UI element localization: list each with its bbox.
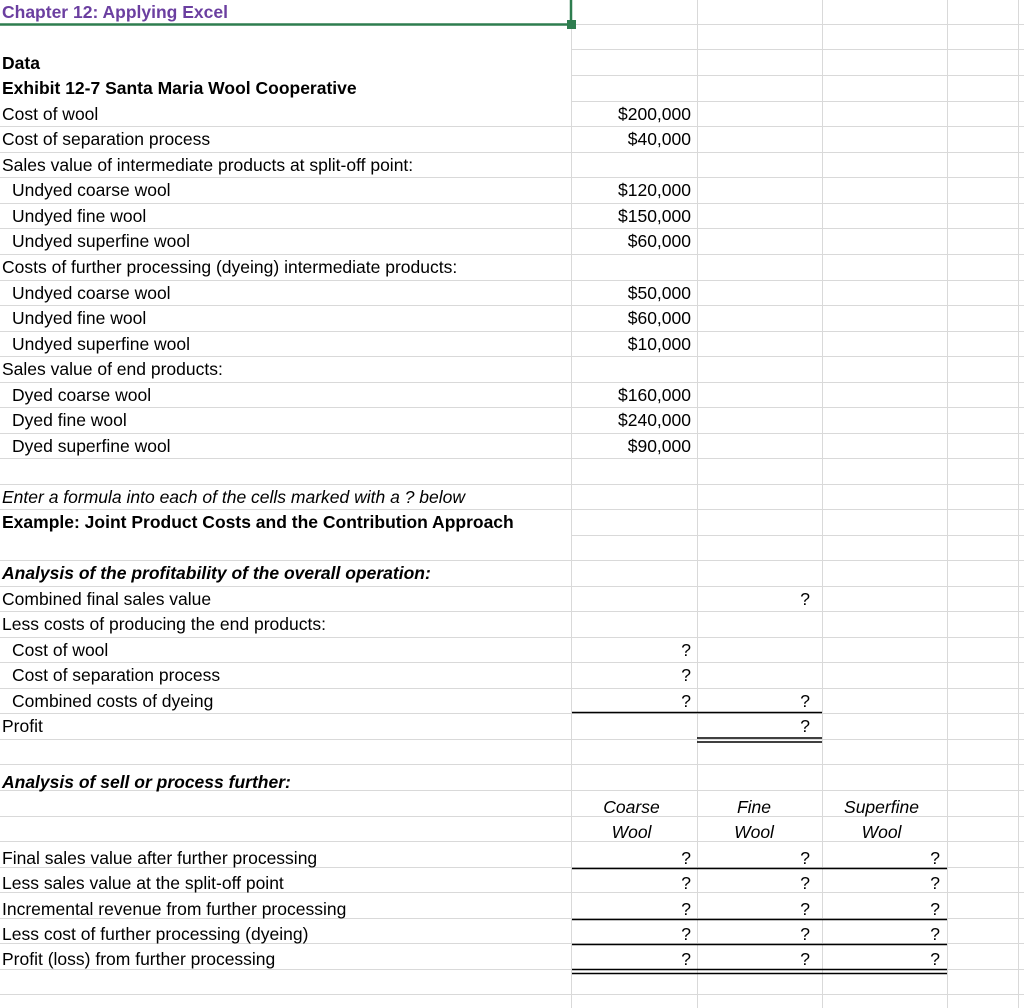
data-label: Undyed fine wool (12, 308, 147, 328)
exhibit-title: Exhibit 12-7 Santa Maria Wool Cooperative (2, 78, 357, 98)
column-header-coarse-wool: Wool (611, 822, 652, 842)
formula-cell[interactable]: ? (681, 665, 691, 685)
analysis-row (0, 689, 1024, 715)
data-label: Cost of wool (2, 104, 99, 124)
overall-heading: Analysis of the profitability of the overall operation: (2, 563, 431, 583)
formula-cell[interactable]: ? (930, 848, 940, 868)
data-value[interactable]: $60,000 (627, 308, 691, 328)
formula-cell[interactable]: ? (800, 949, 810, 969)
data-value[interactable]: $120,000 (618, 180, 691, 200)
column-header-coarse: Coarse (603, 797, 660, 817)
formula-cell[interactable]: ? (681, 873, 691, 893)
data-row (0, 306, 1024, 332)
analysis-row (0, 922, 1024, 948)
further-heading: Analysis of sell or process further: (2, 772, 291, 792)
example-title: Example: Joint Product Costs and the Contribution Approach (2, 512, 514, 532)
analysis-row (0, 714, 1024, 740)
column-header-superfine-wool: Wool (861, 822, 902, 842)
analysis-label: Less cost of further processing (dyeing) (2, 924, 309, 944)
analysis-label: Cost of wool (12, 640, 109, 660)
sheet-title[interactable]: Chapter 12: Applying Excel (2, 2, 228, 22)
data-row (0, 255, 1024, 281)
data-heading: Data (2, 53, 40, 73)
analysis-label: Combined costs of dyeing (12, 691, 214, 711)
data-row (0, 127, 1024, 153)
analysis-label: Less sales value at the split-off point (2, 873, 284, 893)
analysis-row (0, 846, 1024, 872)
analysis-row (0, 587, 1024, 613)
analysis-row (0, 947, 1024, 973)
formula-cell[interactable]: ? (800, 589, 810, 609)
data-label: Sales value of intermediate products at split-off point: (2, 155, 414, 175)
column-header-row (0, 820, 1024, 846)
instruction-text: Enter a formula into each of the cells marked with a ? below (2, 487, 466, 507)
column-header-superfine: Superfine (844, 797, 919, 817)
formula-cell[interactable]: ? (800, 873, 810, 893)
data-row (0, 102, 1024, 128)
data-value[interactable]: $50,000 (627, 283, 691, 303)
data-row (0, 408, 1024, 434)
analysis-label: Profit (loss) from further processing (2, 949, 276, 969)
data-label: Undyed fine wool (12, 206, 147, 226)
formula-cell[interactable]: ? (681, 691, 691, 711)
formula-cell[interactable]: ? (930, 873, 940, 893)
formula-cell[interactable]: ? (681, 899, 691, 919)
data-value[interactable]: $240,000 (618, 410, 691, 430)
formula-cell[interactable]: ? (930, 924, 940, 944)
data-value[interactable]: $200,000 (618, 104, 691, 124)
data-label: Undyed coarse wool (12, 180, 171, 200)
analysis-row (0, 897, 1024, 923)
column-header-fine: Fine (736, 797, 772, 817)
data-row (0, 229, 1024, 255)
title-row (0, 0, 1024, 26)
data-value[interactable]: $10,000 (627, 334, 691, 354)
data-label: Undyed superfine wool (12, 231, 191, 251)
data-label: Cost of separation process (2, 129, 211, 149)
formula-cell[interactable]: ? (681, 924, 691, 944)
data-label: Undyed superfine wool (12, 334, 191, 354)
data-value[interactable]: $150,000 (618, 206, 691, 226)
data-label: Dyed fine wool (12, 410, 127, 430)
column-header-row (0, 795, 1024, 821)
analysis-row (0, 612, 1024, 638)
analysis-label: Profit (2, 716, 43, 736)
formula-cell[interactable]: ? (681, 640, 691, 660)
data-row (0, 434, 1024, 460)
analysis-label: Combined final sales value (2, 589, 212, 609)
formula-cell[interactable]: ? (930, 949, 940, 969)
data-row (0, 332, 1024, 358)
analysis-label: Cost of separation process (12, 665, 221, 685)
analysis-label: Less costs of producing the end products: (2, 614, 326, 634)
formula-cell[interactable]: ? (800, 924, 810, 944)
data-row (0, 204, 1024, 230)
data-value[interactable]: $90,000 (627, 436, 691, 456)
analysis-row (0, 638, 1024, 664)
formula-cell[interactable]: ? (800, 899, 810, 919)
column-header-fine-wool: Wool (734, 822, 774, 842)
data-row (0, 281, 1024, 307)
data-label: Costs of further processing (dyeing) intermediate products: (2, 257, 458, 277)
data-row (0, 357, 1024, 383)
data-value[interactable]: $60,000 (627, 231, 691, 251)
analysis-row (0, 663, 1024, 689)
formula-cell[interactable]: ? (681, 848, 691, 868)
data-row (0, 383, 1024, 409)
data-label: Dyed coarse wool (12, 385, 152, 405)
data-label: Dyed superfine wool (12, 436, 171, 456)
data-row (0, 178, 1024, 204)
data-row (0, 153, 1024, 179)
formula-cell[interactable]: ? (800, 716, 810, 736)
formula-cell[interactable]: ? (800, 691, 810, 711)
formula-cell[interactable]: ? (800, 848, 810, 868)
analysis-row (0, 871, 1024, 897)
analysis-label: Incremental revenue from further processing (2, 899, 347, 919)
data-label: Undyed coarse wool (12, 283, 171, 303)
data-value[interactable]: $160,000 (618, 385, 691, 405)
data-label: Sales value of end products: (2, 359, 223, 379)
formula-cell[interactable]: ? (930, 899, 940, 919)
analysis-label: Final sales value after further processing (2, 848, 318, 868)
data-value[interactable]: $40,000 (627, 129, 691, 149)
formula-cell[interactable]: ? (681, 949, 691, 969)
